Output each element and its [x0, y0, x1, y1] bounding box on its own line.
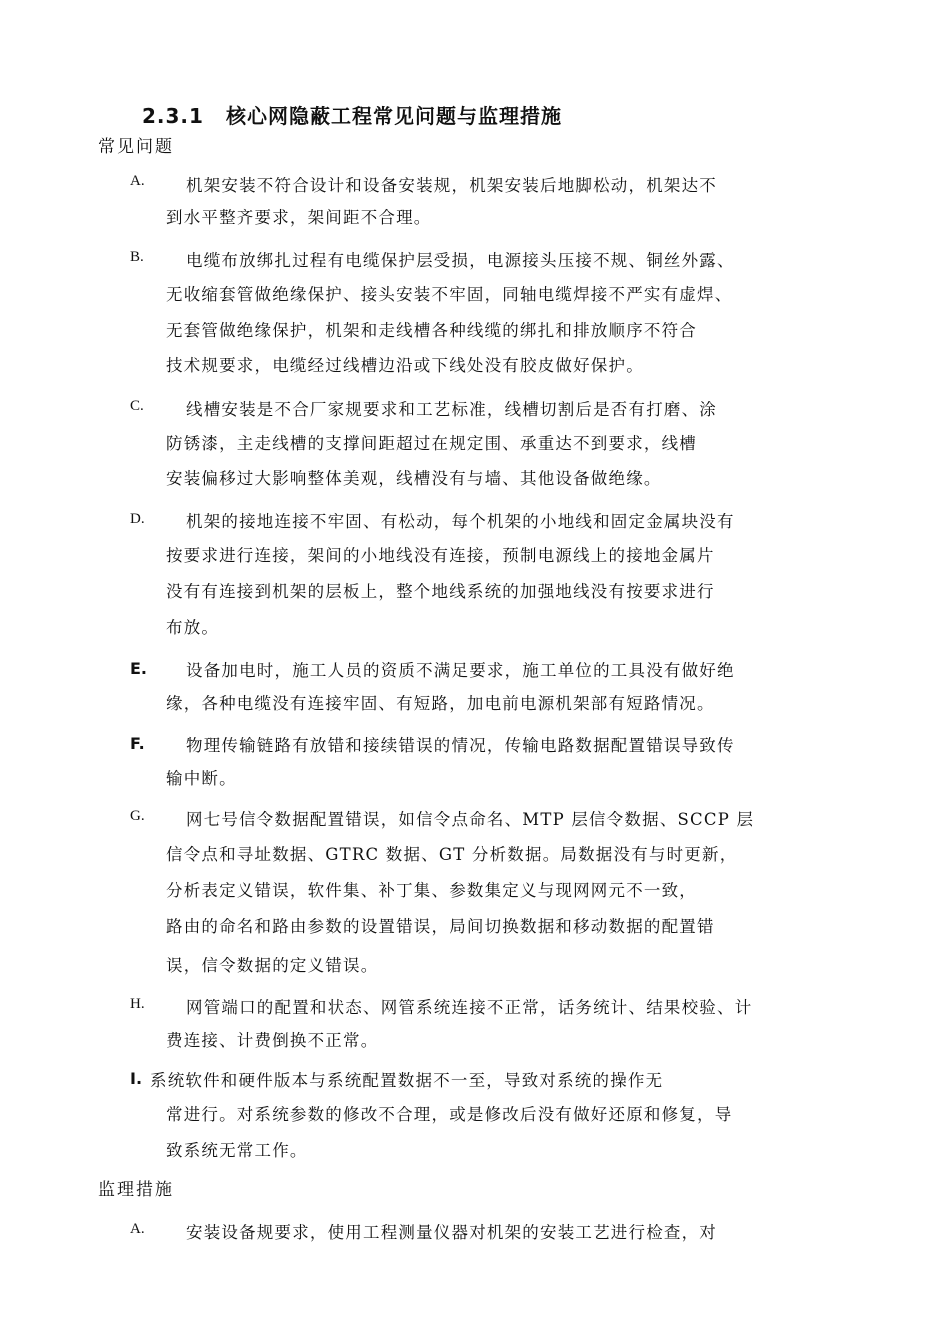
item-line: 物理传输链路有放错和接续错误的情况，传输电路数据配置错误导致传 [186, 736, 735, 755]
item-line: 网七号信令数据配置错误，如信令点命名、MTP 层信令数据、SCCP 层 [186, 810, 755, 829]
item-marker: A. [130, 1221, 145, 1237]
item-marker: B. [130, 249, 144, 265]
item-line: 防锈漆，主走线槽的支撑间距超过在规定围、承重达不到要求，线槽 [166, 434, 697, 453]
item-line: 设备加电时，施工人员的资质不满足要求，施工单位的工具没有做好绝 [186, 661, 735, 680]
item-line: 布放。 [166, 618, 220, 637]
item-line: 分析表定义错误，软件集、补丁集、参数集定义与现网网元不一致， [166, 881, 697, 900]
item-line: 机架的接地连接不牢固、有松动，每个机架的小地线和固定金属块没有 [186, 512, 735, 531]
section-heading [142, 100, 562, 129]
item-line: 信令点和寻址数据、GTRC 数据、GT 分析数据。局数据没有与时更新， [166, 845, 738, 864]
item-line: 输中断。 [166, 769, 237, 788]
item-line: 机架安装不符合设计和设备安装规，机架安装后地脚松动，机架达不 [186, 176, 717, 195]
item-line: 安装设备规要求，使用工程测量仪器对机架的安装工艺进行检查，对 [186, 1223, 717, 1242]
item-line: 到水平整齐要求，架间距不合理。 [166, 208, 432, 227]
item-line: 线槽安装是不合厂家规要求和工艺标准，线槽切割后是否有打磨、涂 [186, 400, 717, 419]
item-marker: A. [130, 173, 145, 189]
item-line: 常进行。对系统参数的修改不合理，或是修改后没有做好还原和修复，导 [166, 1105, 733, 1124]
item-line: 无收缩套管做绝缘保护、接头安装不牢固，同轴电缆焊接不严实有虚焊、 [166, 285, 733, 304]
item-line: 缘，各种电缆没有连接牢固、有短路，加电前电源机架部有短路情况。 [166, 694, 715, 713]
item-line: 无套管做绝缘保护，机架和走线槽各种线缆的绑扎和排放顺序不符合 [166, 321, 697, 340]
item-line: 没有有连接到机架的层板上，整个地线系统的加强地线没有按要求进行 [166, 582, 715, 601]
item-line: 技术规要求，电缆经过线槽边沿或下线处没有胶皮做好保护。 [166, 356, 644, 375]
item-line: 费连接、计费倒换不正常。 [166, 1031, 379, 1050]
item-marker: D. [130, 511, 145, 527]
item-line: 网管端口的配置和状态、网管系统连接不正常，话务统计、结果校验、计 [186, 998, 753, 1017]
item-line: 误，信令数据的定义错误。 [166, 956, 379, 975]
item-marker: C. [130, 398, 144, 414]
measures-title: 监理措施 [98, 1180, 174, 1200]
item-line: 按要求进行连接，架间的小地线没有连接，预制电源线上的接地金属片 [166, 546, 715, 565]
item-line: 致系统无常工作。 [166, 1141, 308, 1160]
item-line: 路由的命名和路由参数的设置错误，局间切换数据和移动数据的配置错 [166, 917, 715, 936]
item-line: 系统软件和硬件版本与系统配置数据不一至，导致对系统的操作无 [150, 1071, 664, 1090]
item-marker: I. [130, 1069, 143, 1088]
item-line: 电缆布放绑扎过程有电缆保护层受损，电源接头压接不规、铜丝外露、 [186, 251, 735, 270]
problems-title: 常见问题 [98, 137, 174, 157]
item-marker: E. [130, 659, 148, 678]
section-title: 核心网隐蔽工程常见问题与监理措施 [225, 104, 562, 128]
item-marker: F. [130, 734, 145, 753]
item-marker: G. [130, 808, 145, 824]
item-line: 安装偏移过大影响整体美观，线槽没有与墙、其他设备做绝缘。 [166, 469, 662, 488]
section-number: 2.3.1 [142, 104, 204, 128]
item-marker: H. [130, 996, 145, 1012]
